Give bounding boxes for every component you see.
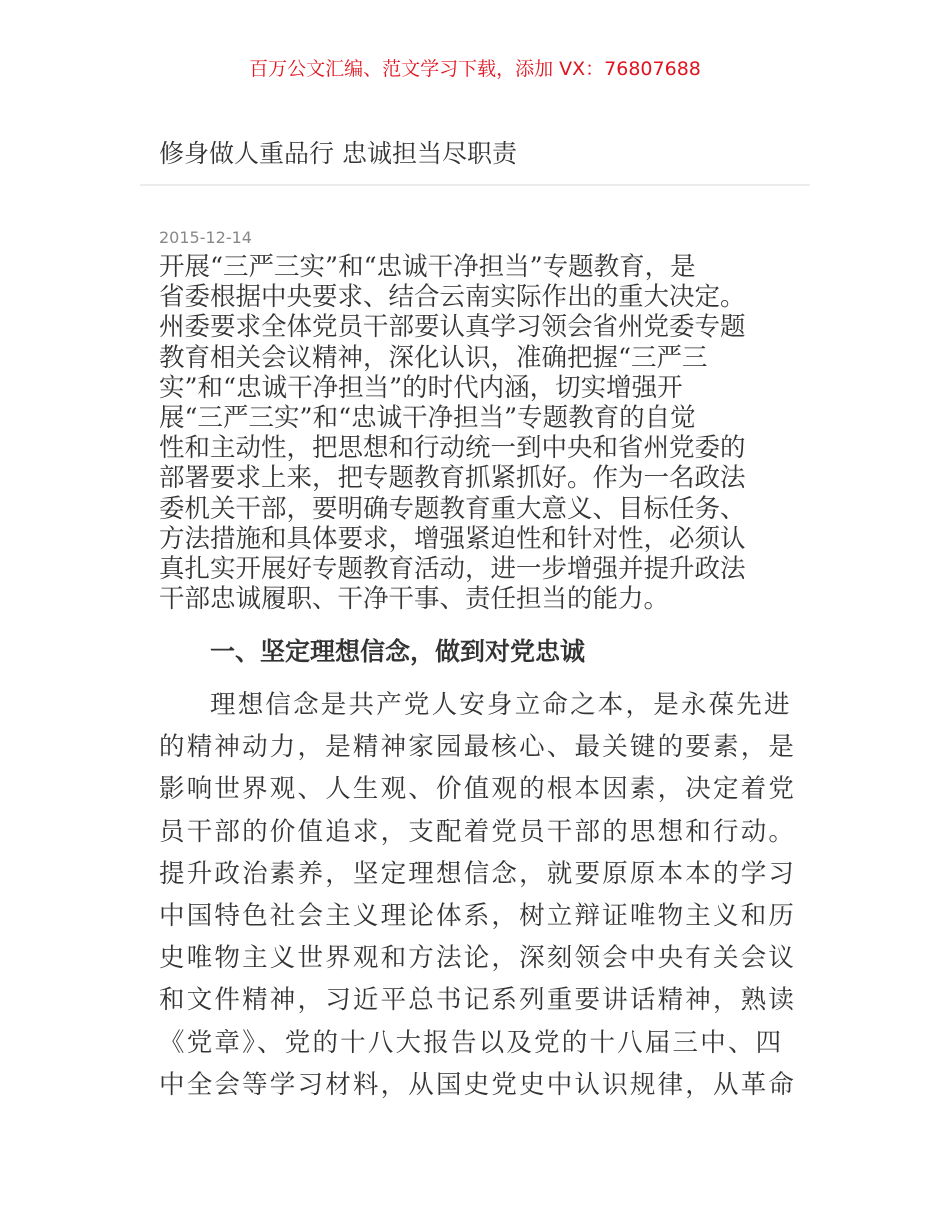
section-heading: 一、坚定理想信念，做到对党忠诚 (210, 637, 586, 666)
body-line: 提升政治素养，坚定理想信念，就要原原本本的学习 (159, 858, 797, 889)
intro-line: 实”和“忠诚干净担当”的时代内涵，切实增强开 (159, 372, 683, 403)
body-line: 《党章》、党的十八大报告以及党的十八届三中、四 (159, 1027, 784, 1058)
publish-date: 2015-12-14 (159, 228, 252, 247)
intro-line: 性和主动性，把思想和行动统一到中央和省州党委的 (159, 433, 746, 464)
body-line: 理想信念是共产党人安身立命之本，是永葆先进 (210, 690, 792, 720)
body-line: 的精神动力，是精神家园最核心、最关键的要素，是 (159, 732, 797, 763)
body-line: 和文件精神，习近平总书记系列重要讲话精神，熟读 (159, 985, 797, 1016)
body-line: 中全会等学习材料，从国史党史中认识规律，从革命 (159, 1069, 797, 1100)
title-divider (140, 184, 810, 186)
intro-line: 委机关干部，要明确专题教育重大意义、目标任务、 (159, 493, 746, 524)
body-line: 史唯物主义世界观和方法论，深刻领会中央有关会议 (159, 943, 797, 974)
intro-line: 开展“三严三实”和“忠诚干净担当”专题教育，是 (159, 252, 696, 282)
intro-line: 方法措施和具体要求，增强紧迫性和针对性，必须认 (159, 523, 746, 554)
body-line: 影响世界观、人生观、价值观的根本因素，决定着党 (159, 774, 797, 805)
intro-line: 教育相关会议精神，深化认识，准确把握“三严三 (159, 342, 708, 373)
intro-line: 省委根据中央要求、结合云南实际作出的重大决定。 (159, 282, 746, 313)
intro-line: 州委要求全体党员干部要认真学习领会省州党委专题 (159, 312, 746, 343)
intro-line: 部署要求上来，把专题教育抓紧抓好。作为一名政法 (159, 463, 746, 494)
article-title: 修身做人重品行 忠诚担当尽职责 (159, 139, 517, 168)
body-line: 中国特色社会主义理论体系，树立辩证唯物主义和历 (159, 901, 797, 932)
promo-banner: 百万公文汇编、范文学习下载，添加 VX：76807688 (249, 58, 701, 80)
intro-line: 真扎实开展好专题教育活动，进一步增强并提升政法 (159, 554, 746, 585)
intro-paragraph (159, 252, 799, 614)
intro-line: 展“三严三实”和“忠诚干净担当”专题教育的自觉 (159, 403, 696, 434)
intro-line: 干部忠诚履职、干净干事、责任担当的能力。 (159, 584, 670, 615)
body-line: 员干部的价值追求，支配着党员干部的思想和行动。 (159, 816, 797, 847)
body-paragraph (159, 684, 799, 1106)
